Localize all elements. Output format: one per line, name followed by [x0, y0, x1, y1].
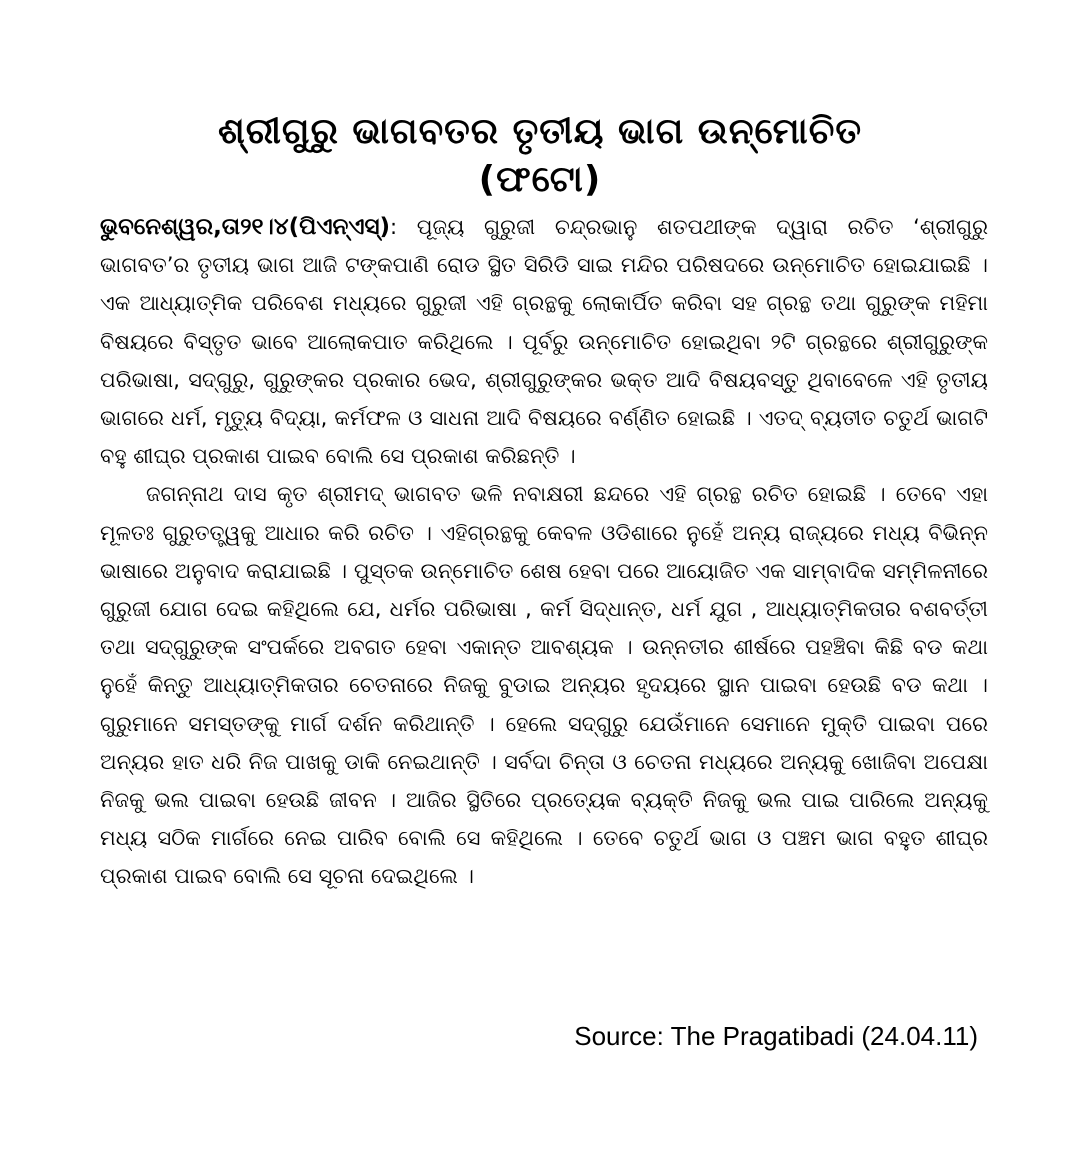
- dateline: ଭୁବନେଶ୍ୱର,ତା୨୧।୪(ପିଏନ୍‌ଏସ୍): [100, 214, 391, 240]
- paragraph-2-text: ଜଗନ୍ନାଥ ଦାସ କୃତ ଶ୍ରୀମଦ୍ ଭାଗବତ ଭଳି ନବାକ୍ଷରୀ ଛନ୍ଦରେ ଏହି ଗ୍ରନ୍ଥ ରଚିତ ହୋଇଛି । ତେବେ ଏହା ମୂଳତଃ ଗୁରୁତତ୍ତ୍ୱକୁ ଆଧାର କରି ରଚିତ । ଏହିଗ୍ରନ୍ଥକୁ କେବଳ ଓଡିଶାରେ ନୁହେଁ ଅନ୍ୟ ରାଜ୍ୟରେ ମଧ୍ୟ ବିଭିନ୍ନ ଭାଷାରେ ଅନୁବାଦ କରାଯାଇଛି । ପୁସ୍ତକ ଉନ୍ମୋଚିତ ଶେଷ ହେବା ପରେ ଆୟୋଜିତ ଏକ ସାମ୍ବାଦିକ ସମ୍ମିଳନୀରେ ଗୁରୁଜୀ ଯୋଗ ଦେଇ କହିଥିଲେ ଯେ, ଧର୍ମର ପରିଭାଷା , କର୍ମ ସିଦ୍ଧାନ୍ତ, ଧର୍ମ ଯୁଗ , ଆଧ୍ୟାତ୍ମିକତାର ବଶବର୍ତ୍ତୀ ତଥା ସଦ୍‌ଗୁରୁଙ୍କ ସଂପର୍କରେ ଅବଗତ ହେବା ଏକାନ୍ତ ଆବଶ୍ୟକ । ଉନ୍ନତୀର ଶୀର୍ଷରେ ପହଞ୍ଚିବା କିଛି ବଡ କଥା ନୁହେଁ କିନ୍ତୁ ଆଧ୍ୟାତ୍ମିକତାର ଚେତନାରେ ନିଜକୁ ବୁଡାଇ ଅନ୍ୟର ହୃଦୟରେ ସ୍ଥାନ ପାଇବା ହେଉଛି ବଡ କଥା । ଗୁରୁମାନେ ସମସ୍ତଙ୍କୁ ମାର୍ଗ ଦର୍ଶନ କରିଥାନ୍ତି । ହେଲେ ସଦ୍‌ଗୁରୁ ଯେଉଁମାନେ ସେମାନେ ମୁକ୍ତି ପାଇବା ପରେ ଅନ୍ୟର ହାତ ଧରି ନିଜ ପାଖକୁ ଡାକି ନେଇଥାନ୍ତି । ସର୍ବଦା ଚିନ୍ତା ଓ ଚେତନା ମଧ୍ୟରେ ଅନ୍ୟକୁ ଖୋଜିବା ଅପେକ୍ଷା ନିଜକୁ ଭଲ ପାଇବା ହେଉଛି ଜୀବନ । ଆଜିର ସ୍ଥିତିରେ ପ୍ରତ୍ୟେକ ବ୍ୟକ୍ତି ନିଜକୁ ଭଲ ପାଇ ପାରିଲେ ଅନ୍ୟକୁ ମଧ୍ୟ ସଠିକ ମାର୍ଗରେ ନେଇ ପାରିବ ବୋଲି ସେ କହିଥିଲେ । ତେବେ ଚତୁର୍ଥ ଭାଗ ଓ ପଞ୍ଚମ ଭାଗ ବହୁତ ଶୀଘ୍ର ପ୍ରକାଶ ପାଇବ ବୋଲି ସେ ସୂଚନା ଦେଇଥିଲେ ।: [100, 482, 988, 889]
- headline-photo-note: (ଫଟୋ): [478, 159, 602, 200]
- article-paragraph-1: [100, 208, 988, 475]
- article-body: [100, 208, 988, 896]
- source-credit: Source: The Pragatibadi (24.04.11): [574, 1021, 978, 1051]
- headline: ଶ୍ରୀଗୁରୁ ଭାଗବତର ତୃତୀୟ ଭାଗ ଉନ୍ମୋଚିତ: [218, 111, 862, 152]
- paragraph-1-text: : ପୂଜ୍ୟ ଗୁରୁଜୀ ଚନ୍ଦ୍ରଭାନୁ ଶତପଥୀଙ୍କ ଦ୍ୱାରା ରଚିତ ‘ଶ୍ରୀଗୁରୁ ଭାଗବତ’ର ତୃତୀୟ ଭାଗ ଆଜି ଟଙ୍କପାଣି ରୋଡ ସ୍ଥିତ ସିରିଡି ସାଇ ମନ୍ଦିର ପରିଷଦରେ ଉନ୍ମୋଚିତ ହୋଇଯାଇଛି । ଏକ ଆଧ୍ୟାତ୍ମିକ ପରିବେଶ ମଧ୍ୟରେ ଗୁରୁଜୀ ଏହି ଗ୍ରନ୍ଥକୁ ଲୋକାର୍ପିତ କରିବା ସହ ଗ୍ରନ୍ଥ ତଥା ଗୁରୁଙ୍କ ମହିମା ବିଷୟରେ ବିସ୍ତୃତ ଭାବେ ଆଲୋକପାତ କରିଥିଲେ । ପୂର୍ବରୁ ଉନ୍ମୋଚିତ ହୋଇଥିବା ୨ଟି ଗ୍ରନ୍ଥରେ ଶ୍ରୀଗୁରୁଙ୍କ ପରିଭାଷା, ସଦ୍‌ଗୁରୁ, ଗୁରୁଙ୍କର ପ୍ରକାର ଭେଦ, ଶ୍ରୀଗୁରୁଙ୍କର ଭକ୍ତ ଆଦି ବିଷୟବସ୍ତୁ ଥିବାବେଳେ ଏହି ତୃତୀୟ ଭାଗରେ ଧର୍ମ, ମୃତ୍ୟୁ ବିଦ୍ୟା, କର୍ମଫଳ ଓ ସାଧନା ଆଦି ବିଷୟରେ ବର୍ଣ୍ଣିତ ହୋଇଛି । ଏତଦ୍ ବ୍ୟତୀତ ଚତୁର୍ଥ ଭାଗଟି ବହୁ ଶୀଘ୍ର ପ୍ରକାଶ ପାଇବ ବୋଲି ସେ ପ୍ରକାଶ କରିଛନ୍ତି ।: [100, 215, 988, 469]
- article-paragraph-2: [100, 475, 988, 895]
